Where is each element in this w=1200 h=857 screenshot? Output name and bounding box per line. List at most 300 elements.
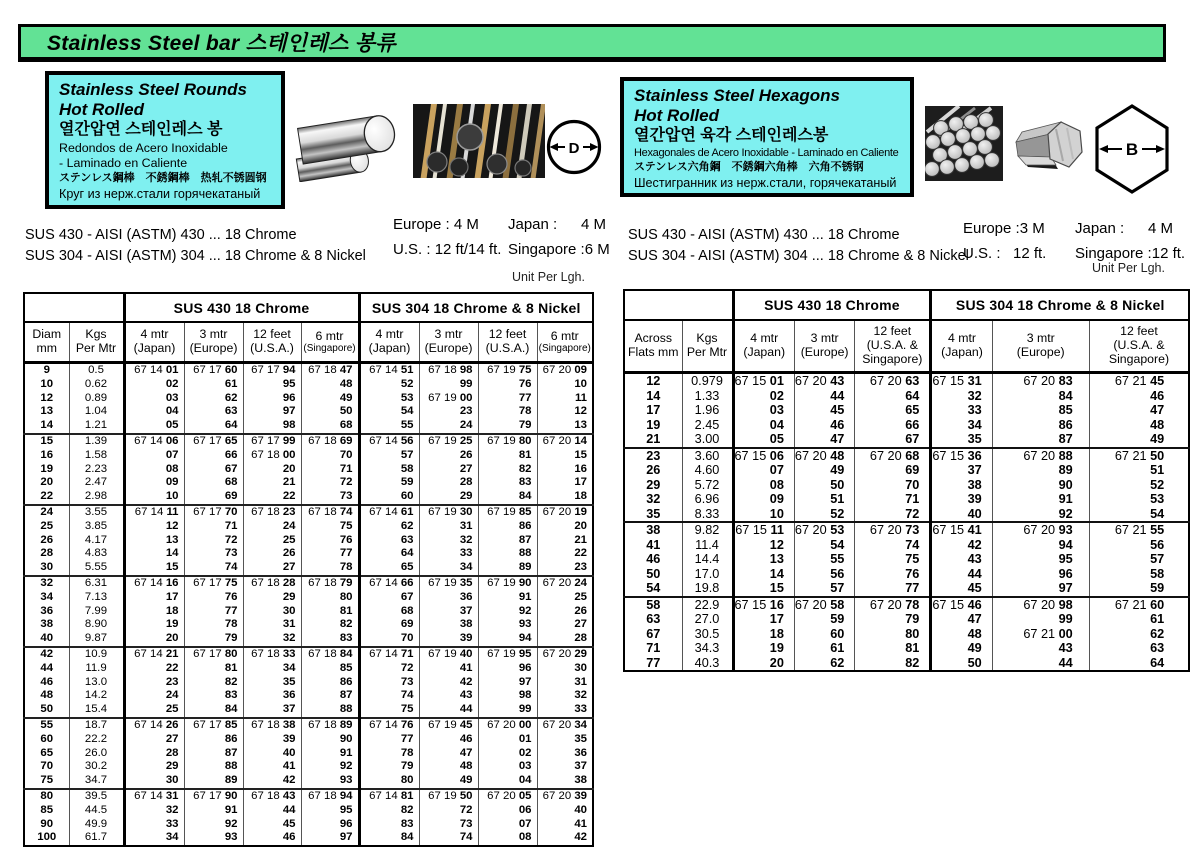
- price-code-cell: 67 17 60: [184, 363, 243, 378]
- price-code-cell: 13: [124, 534, 184, 548]
- dimension-cell: 8.33: [682, 507, 733, 523]
- price-code-cell: 46: [243, 831, 301, 846]
- dimension-cell: 44: [40, 661, 54, 674]
- table-row: [624, 463, 1189, 478]
- dimension-cell: 12: [624, 373, 682, 389]
- table-row: [624, 627, 1189, 642]
- price-code-cell: 72: [301, 476, 359, 490]
- table-row: [24, 576, 593, 591]
- hexagons-subtitle: Hot Rolled: [634, 106, 719, 126]
- price-code-cell: 89: [992, 463, 1089, 478]
- price-code-cell: 67 20 78: [855, 597, 931, 613]
- price-code-cell: 67 14 31: [124, 789, 184, 804]
- price-code-cell: 36: [243, 689, 301, 703]
- table-row: [24, 676, 593, 690]
- table-row: [24, 434, 593, 449]
- table-row: [24, 520, 593, 534]
- price-code-cell: 67 20 34: [537, 718, 593, 733]
- rounds-length-japan: Japan : 4 M: [508, 216, 606, 233]
- price-code-cell: 61: [184, 378, 243, 392]
- price-code-cell: 67 20 00: [478, 718, 537, 733]
- price-code-cell: 67 14 71: [359, 647, 419, 662]
- price-code-cell: 76: [301, 534, 359, 548]
- price-code-cell: 70: [855, 478, 931, 493]
- price-code-cell: 22: [537, 547, 593, 561]
- price-code-cell: 40: [243, 747, 301, 761]
- dimension-cell: 30: [40, 561, 54, 574]
- price-code-cell: 62: [1089, 627, 1189, 642]
- dimension-cell: 30.5: [682, 627, 733, 642]
- price-code-cell: 76: [478, 378, 537, 392]
- price-code-cell: 48: [419, 760, 478, 774]
- price-code-cell: 70: [301, 449, 359, 463]
- price-code-cell: 88: [184, 760, 243, 774]
- dimension-cell: 7.99: [69, 605, 124, 619]
- price-code-cell: 67 20 14: [537, 434, 593, 449]
- price-code-cell: 67 14 16: [124, 576, 184, 591]
- price-code-cell: 47: [419, 747, 478, 761]
- dimension-cell: 12: [40, 391, 54, 404]
- price-code-cell: 07: [124, 449, 184, 463]
- dimension-cell: 19: [646, 417, 661, 432]
- price-code-cell: 71: [184, 520, 243, 534]
- dimension-cell: 10: [40, 377, 54, 390]
- table-row: [624, 656, 1189, 672]
- price-code-cell: 67 15 46: [931, 597, 992, 613]
- price-code-cell: 67 21 50: [1089, 448, 1189, 464]
- dimension-cell: 22: [40, 490, 54, 503]
- price-code-cell: 79: [855, 612, 931, 627]
- price-code-cell: 67 18 23: [243, 505, 301, 520]
- price-code-cell: 58: [359, 463, 419, 477]
- dimension-cell: 54: [646, 581, 661, 596]
- price-code-cell: 22: [243, 490, 301, 505]
- price-code-cell: 72: [184, 534, 243, 548]
- price-code-cell: 67 19 90: [478, 576, 537, 591]
- price-code-cell: 77: [478, 392, 537, 406]
- price-code-cell: 28: [537, 632, 593, 647]
- price-code-cell: 82: [184, 676, 243, 690]
- dimension-cell: 63: [646, 612, 661, 627]
- dimension-cell: 5.55: [69, 561, 124, 576]
- price-code-cell: 86: [184, 733, 243, 747]
- price-code-cell: 64: [1089, 656, 1189, 672]
- price-code-cell: 08: [124, 463, 184, 477]
- table-row: [24, 747, 593, 761]
- price-code-cell: 87: [301, 689, 359, 703]
- price-code-cell: 37: [419, 605, 478, 619]
- diameter-diagram: [545, 116, 603, 178]
- price-code-cell: 74: [184, 561, 243, 576]
- price-code-cell: 67 14 11: [124, 505, 184, 520]
- price-code-cell: 67 20 73: [855, 522, 931, 538]
- price-code-cell: 15: [537, 449, 593, 463]
- price-code-cell: 71: [855, 492, 931, 507]
- column-header: 3 mtr (Europe): [794, 320, 854, 373]
- price-code-cell: 67 18 43: [243, 789, 301, 804]
- round-bars-photo-image: [413, 104, 545, 178]
- price-code-cell: 67 21 60: [1089, 597, 1189, 613]
- price-code-cell: 67 17 94: [243, 363, 301, 378]
- price-code-cell: 67 14 26: [124, 718, 184, 733]
- dimension-cell: 16: [40, 448, 54, 461]
- dimension-cell: 22.9: [682, 597, 733, 613]
- price-code-cell: 44: [419, 703, 478, 718]
- price-code-cell: 92: [992, 507, 1089, 523]
- column-header: 12 feet (U.S.A.): [478, 322, 537, 363]
- price-code-cell: 25: [243, 534, 301, 548]
- price-code-cell: 30: [537, 662, 593, 676]
- price-code-cell: 20: [124, 632, 184, 647]
- price-code-cell: 87: [184, 747, 243, 761]
- price-code-cell: 45: [243, 818, 301, 832]
- price-code-cell: 62: [184, 392, 243, 406]
- price-code-cell: 94: [478, 632, 537, 647]
- price-code-cell: 38: [537, 774, 593, 789]
- dimension-cell: 40.3: [682, 656, 733, 672]
- dimension-cell: 28: [40, 547, 54, 560]
- price-code-cell: 67 18 79: [301, 576, 359, 591]
- price-code-cell: 64: [855, 389, 931, 404]
- price-code-cell: 83: [478, 476, 537, 490]
- price-code-cell: 54: [794, 538, 854, 553]
- price-code-cell: 86: [478, 520, 537, 534]
- section-header: SUS 430 18 Chrome: [733, 290, 931, 320]
- price-code-cell: 67 18 00: [243, 449, 301, 463]
- table-row: [624, 522, 1189, 538]
- price-code-cell: 64: [359, 547, 419, 561]
- price-code-cell: 27: [537, 618, 593, 632]
- price-code-cell: 92: [184, 818, 243, 832]
- column-header: Kgs Per Mtr: [682, 320, 733, 373]
- price-code-cell: 32: [243, 632, 301, 647]
- price-code-cell: 40: [931, 507, 992, 523]
- price-code-cell: 59: [359, 476, 419, 490]
- price-code-cell: 23: [537, 561, 593, 576]
- dimension-cell: 41: [646, 537, 661, 552]
- dimension-cell: 19.8: [682, 581, 733, 597]
- column-header: 3 mtr (Europe): [184, 322, 243, 363]
- price-code-cell: 97: [301, 831, 359, 846]
- price-code-cell: 35: [537, 733, 593, 747]
- hexagons-title-korean: 열간압연 육각 스테인레스봉: [634, 127, 829, 145]
- rounds-lengths: [393, 216, 610, 266]
- price-code-cell: 67 19 25: [419, 434, 478, 449]
- dimension-cell: 42: [24, 647, 69, 662]
- price-code-cell: 71: [301, 463, 359, 477]
- dimension-cell: 0.62: [69, 378, 124, 392]
- rounds-title: Stainless Steel Rounds: [59, 80, 247, 99]
- price-code-cell: 19: [733, 641, 794, 656]
- price-code-cell: 26: [243, 547, 301, 561]
- column-header: Kgs Per Mtr: [69, 322, 124, 363]
- section-header: SUS 304 18 Chrome & 8 Nickel: [359, 293, 593, 322]
- rounds-title-korean: 열간압연 스테인레스 봉: [59, 121, 223, 139]
- price-code-cell: 75: [359, 703, 419, 718]
- across-flats-diagram: [1092, 103, 1172, 195]
- dimension-cell: 38: [40, 618, 54, 631]
- price-code-cell: 42: [419, 676, 478, 690]
- dimension-cell: 26: [646, 463, 661, 478]
- price-code-cell: 67 18 84: [301, 647, 359, 662]
- price-code-cell: 60: [359, 490, 419, 505]
- price-code-cell: 02: [478, 747, 537, 761]
- table-row: [24, 662, 593, 676]
- price-code-cell: 48: [301, 378, 359, 392]
- price-code-cell: 17: [124, 591, 184, 605]
- price-code-cell: 37: [537, 760, 593, 774]
- price-code-cell: 41: [537, 818, 593, 832]
- price-code-cell: 67 18 69: [301, 434, 359, 449]
- price-code-cell: 39: [931, 492, 992, 507]
- hex-bars-bundle-photo-image: [925, 106, 1003, 181]
- dimension-cell: 7.13: [69, 591, 124, 605]
- dimension-cell: 6.31: [69, 576, 124, 591]
- dimension-cell: 21: [646, 432, 661, 447]
- table-row: [624, 538, 1189, 553]
- price-code-cell: 67 18 74: [301, 505, 359, 520]
- price-code-cell: 84: [478, 490, 537, 505]
- price-code-cell: 18: [124, 605, 184, 619]
- dimension-cell: 2.45: [682, 418, 733, 433]
- price-code-cell: 87: [992, 432, 1089, 448]
- price-code-cell: 67 14 61: [359, 505, 419, 520]
- price-code-cell: 78: [359, 747, 419, 761]
- price-code-cell: 73: [184, 547, 243, 561]
- hex-bar-photo-image: [1012, 115, 1087, 177]
- dimension-cell: 6.96: [682, 492, 733, 507]
- dimension-cell: 50: [40, 703, 54, 716]
- price-code-cell: 95: [243, 378, 301, 392]
- dimension-cell: 9: [24, 363, 69, 378]
- hexagons-unit-note: Unit Per Lgh.: [1092, 261, 1165, 275]
- table-row: [24, 561, 593, 576]
- price-code-cell: 69: [184, 490, 243, 505]
- price-code-cell: 44: [992, 656, 1089, 672]
- dimension-cell: 9.82: [682, 522, 733, 538]
- rounds-title-spanish-1: Redondos de Acero Inoxidable: [59, 140, 228, 155]
- price-code-cell: 05: [733, 432, 794, 448]
- price-code-cell: 24: [243, 520, 301, 534]
- price-code-cell: 07: [733, 463, 794, 478]
- price-code-cell: 77: [184, 605, 243, 619]
- price-code-cell: 57: [794, 581, 854, 597]
- price-code-cell: 40: [537, 804, 593, 818]
- table-row: [24, 547, 593, 561]
- price-code-cell: 96: [243, 392, 301, 406]
- price-code-cell: 90: [301, 733, 359, 747]
- dimension-cell: 80: [24, 789, 69, 804]
- price-code-cell: 67 19 95: [478, 647, 537, 662]
- price-code-cell: 67: [184, 463, 243, 477]
- dimension-cell: 1.33: [682, 389, 733, 404]
- table-row: [624, 641, 1189, 656]
- dimension-cell: 26.0: [69, 747, 124, 761]
- price-code-cell: 23: [419, 405, 478, 419]
- price-code-cell: 48: [1089, 418, 1189, 433]
- price-code-cell: 61: [794, 641, 854, 656]
- price-code-cell: 15: [733, 581, 794, 597]
- price-code-cell: 43: [931, 552, 992, 567]
- dimension-cell: 67: [646, 626, 661, 641]
- price-code-cell: 04: [478, 774, 537, 789]
- price-code-cell: 85: [992, 403, 1089, 418]
- price-code-cell: 89: [184, 774, 243, 789]
- column-header: 3 mtr (Europe): [992, 320, 1089, 373]
- dimension-cell: 75: [40, 774, 54, 787]
- dimension-cell: 11.4: [682, 538, 733, 553]
- dimension-cell: 13: [40, 405, 54, 418]
- price-code-cell: 12: [537, 405, 593, 419]
- price-code-cell: 49: [301, 392, 359, 406]
- table-row: [24, 818, 593, 832]
- rounds-length-singapore: Singapore : 6 M: [508, 241, 610, 258]
- price-code-cell: 08: [733, 478, 794, 493]
- price-code-cell: 67 19 85: [478, 505, 537, 520]
- price-code-cell: 91: [992, 492, 1089, 507]
- price-code-cell: 67 17 99: [243, 434, 301, 449]
- price-code-cell: 17: [733, 612, 794, 627]
- dimension-cell: 14.4: [682, 552, 733, 567]
- price-code-cell: 20: [243, 463, 301, 477]
- price-code-cell: 67 14 21: [124, 647, 184, 662]
- table-row: [24, 505, 593, 520]
- price-code-cell: 74: [419, 831, 478, 846]
- dimension-cell: 55: [24, 718, 69, 733]
- price-code-cell: 86: [301, 676, 359, 690]
- page-title: Stainless Steel bar 스테인레스 봉류: [47, 32, 396, 55]
- table-row: [24, 392, 593, 406]
- price-code-cell: 21: [537, 534, 593, 548]
- price-code-cell: 16: [537, 463, 593, 477]
- price-code-cell: 67: [359, 591, 419, 605]
- table-row: [24, 703, 593, 718]
- dimension-cell: 27.0: [682, 612, 733, 627]
- price-code-cell: 67 20 98: [992, 597, 1089, 613]
- price-code-cell: 67 19 40: [419, 647, 478, 662]
- price-code-cell: 75: [301, 520, 359, 534]
- dimension-cell: 19: [40, 462, 54, 475]
- price-code-cell: 73: [359, 676, 419, 690]
- price-code-cell: 44: [931, 567, 992, 582]
- column-header: 4 mtr (Japan): [359, 322, 419, 363]
- price-code-cell: 99: [478, 703, 537, 718]
- price-code-cell: 67 21 00: [992, 627, 1089, 642]
- price-code-cell: 41: [419, 662, 478, 676]
- dimension-cell: 0.89: [69, 392, 124, 406]
- price-code-cell: 79: [184, 632, 243, 647]
- price-code-cell: 48: [931, 627, 992, 642]
- price-code-cell: 67 19 00: [419, 392, 478, 406]
- price-code-cell: 44: [794, 389, 854, 404]
- price-code-cell: 46: [794, 418, 854, 433]
- price-code-cell: 52: [1089, 478, 1189, 493]
- price-code-cell: 67 18 38: [243, 718, 301, 733]
- price-code-cell: 77: [359, 733, 419, 747]
- price-code-cell: 55: [794, 552, 854, 567]
- dimension-cell: 26: [40, 533, 54, 546]
- price-code-cell: 98: [478, 689, 537, 703]
- price-code-cell: 67 14 81: [359, 789, 419, 804]
- price-code-cell: 73: [301, 490, 359, 505]
- dimension-cell: 65: [40, 746, 54, 759]
- price-code-cell: 69: [855, 463, 931, 478]
- price-code-cell: 67 19 30: [419, 505, 478, 520]
- dimension-cell: 61.7: [69, 831, 124, 846]
- hexagons-info-box: [620, 77, 914, 197]
- price-code-cell: 81: [301, 605, 359, 619]
- price-code-cell: 23: [124, 676, 184, 690]
- table-row: [24, 632, 593, 647]
- price-code-cell: 02: [733, 389, 794, 404]
- price-code-cell: 46: [419, 733, 478, 747]
- price-code-cell: 67 20 88: [992, 448, 1089, 464]
- table-row: [24, 605, 593, 619]
- dimension-cell: 1.58: [69, 449, 124, 463]
- price-code-cell: 67 20 39: [537, 789, 593, 804]
- price-code-cell: 65: [359, 561, 419, 576]
- price-code-cell: 83: [359, 818, 419, 832]
- price-code-cell: 82: [301, 618, 359, 632]
- price-code-cell: 66: [855, 418, 931, 433]
- dimension-cell: 1.04: [69, 405, 124, 419]
- hexagons-length-europe: Europe : 3 M: [963, 220, 1075, 237]
- table-row: [24, 618, 593, 632]
- price-code-cell: 84: [184, 703, 243, 718]
- rounds-price-table: [23, 292, 594, 847]
- hexagons-length-japan: Japan : 4 M: [1075, 220, 1173, 237]
- price-code-cell: 08: [478, 831, 537, 846]
- price-code-cell: 53: [1089, 492, 1189, 507]
- price-code-cell: 93: [301, 774, 359, 789]
- hexagons-grade-specs: [628, 227, 969, 269]
- price-code-cell: 97: [992, 581, 1089, 597]
- dimension-cell: 46: [646, 552, 661, 567]
- dimension-cell: 22.2: [69, 733, 124, 747]
- rounds-unit-note: Unit Per Lgh.: [512, 270, 585, 284]
- price-code-cell: 36: [537, 747, 593, 761]
- price-code-cell: 67 20 68: [855, 448, 931, 464]
- dimension-cell: 34.7: [69, 774, 124, 789]
- price-code-cell: 57: [1089, 552, 1189, 567]
- price-code-cell: 12: [733, 538, 794, 553]
- price-code-cell: 67 19 35: [419, 576, 478, 591]
- price-code-cell: 67 21 55: [1089, 522, 1189, 538]
- price-code-cell: 67 15 01: [733, 373, 794, 389]
- dimension-cell: 15: [24, 434, 69, 449]
- price-code-cell: 49: [794, 463, 854, 478]
- price-code-cell: 30: [124, 774, 184, 789]
- dimension-cell: 1.21: [69, 419, 124, 434]
- price-code-cell: 66: [184, 449, 243, 463]
- price-code-cell: 04: [124, 405, 184, 419]
- table-row: [24, 490, 593, 505]
- price-code-cell: 67 15 06: [733, 448, 794, 464]
- price-code-cell: 67 20 09: [537, 363, 593, 378]
- price-code-cell: 51: [1089, 463, 1189, 478]
- price-code-cell: 67 14 06: [124, 434, 184, 449]
- price-code-cell: 33: [419, 547, 478, 561]
- price-code-cell: 69: [359, 618, 419, 632]
- dimension-cell: 10.9: [69, 647, 124, 662]
- price-code-cell: 52: [794, 507, 854, 523]
- price-code-cell: 99: [419, 378, 478, 392]
- rounds-subtitle: Hot Rolled: [59, 100, 144, 120]
- dimension-cell: 13.0: [69, 676, 124, 690]
- hexagons-price-table: [623, 289, 1190, 672]
- price-code-cell: 67 15 31: [931, 373, 992, 389]
- dimension-cell: 71: [646, 641, 661, 656]
